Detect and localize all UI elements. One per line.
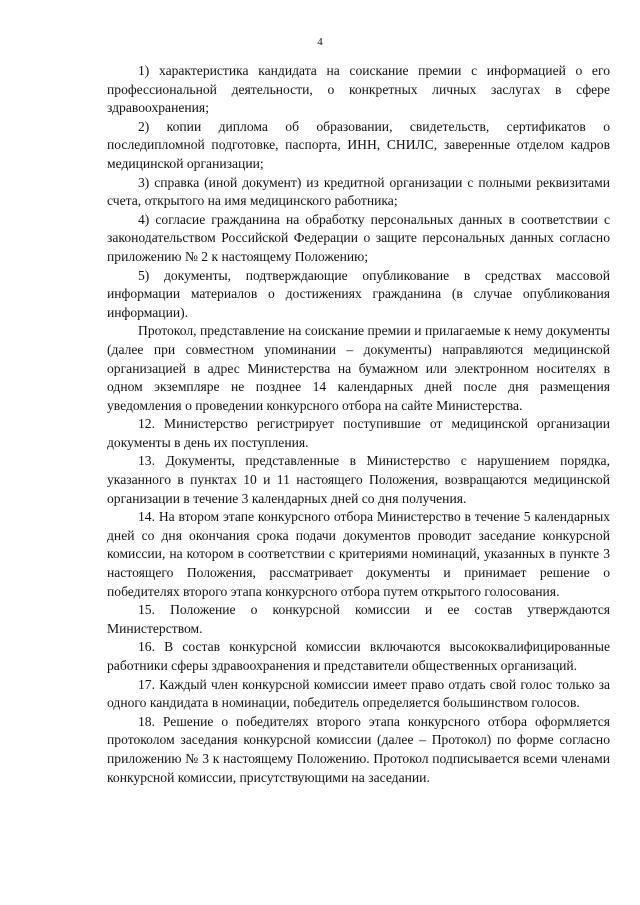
paragraph-clause-16: 16. В состав конкурсной комиссии включаются высококвалифицированные работники сферы здравоохранения и представители общественных организаций. [107,639,610,673]
document-body [107,62,610,787]
paragraph-item-1: 1) характеристика кандидата на соискание премии с информацией о его профессиональной деятельности, о конкретных личных заслугах в сфере здравоохранения; [107,63,610,116]
paragraph-clause-17: 17. Каждый член конкурсной комиссии имеет право отдать свой голос только за одного кандидата в номинации, победитель определяется большинством голосов. [107,676,610,711]
paragraph-clause-12: 12. Министерство регистрирует поступившие от медицинской организации документы в день их поступления. [107,416,610,450]
paragraph-item-5: 5) документы, подтверждающие опубликование в средствах массовой информации материалов о достижениях гражданина (в случае опубликования информации). [107,267,610,320]
paragraph-clause-18: 18. Решение о победителях второго этапа конкурсного отбора оформляется протоколом заседания конкурсной комиссии (далее – Протокол) по форме согласно приложению № 3 к настоящему Положению. Протокол подписывается всеми членами конкурсной комиссии, присутствующими на заседании. [107,713,610,785]
page-number: 4 [317,36,323,48]
paragraph-clause-14: 14. На втором этапе конкурсного отбора Министерство в течение 5 календарных дней со дня окончания срока подачи документов проводит заседание конкурсной комиссии, на котором в соответствии с критериями номинаций, указанных в пункте 3 настоящего Положения, рассматривает документы и принимает решение о победителях второго этапа конкурсного отбора путем открытого голосования. [107,509,610,599]
paragraph-clause-15: 15. Положение о конкурсной комиссии и ее состав утверждаются Министерством. [107,602,610,636]
paragraph-protocol: Протокол, представление на соискание премии и прилагаемые к нему документы (далее при совместном упоминании – документы) направляются медицинской организацией в адрес Министерства на бумажном или электронном носителях в одном экземпляре не позднее 14 календарных дней после дня размещения уведомления о проведении конкурсного отбора на сайте Министерства. [107,323,610,413]
paragraph-item-2: 2) копии диплома об образовании, свидетельств, сертификатов о последипломной подготовке, паспорта, ИНН, СНИЛС, заверенные отделом кадров медицинской организации; [107,118,610,171]
paragraph-item-4: 4) согласие гражданина на обработку персональных данных в соответствии с законодательством Российской Федерации о защите персональных данных согласно приложению № 2 к настоящему Положению; [107,211,610,264]
paragraph-clause-13: 13. Документы, представленные в Министерство с нарушением порядка, указанного в пунктах 10 и 11 настоящего Положения, возвращаются медицинской организации в течение 3 календарных дней со дня получения. [107,453,610,506]
paragraph-item-3: 3) справка (иной документ) из кредитной организации с полными реквизитами счета, открытого на имя медицинского работника; [107,174,610,209]
